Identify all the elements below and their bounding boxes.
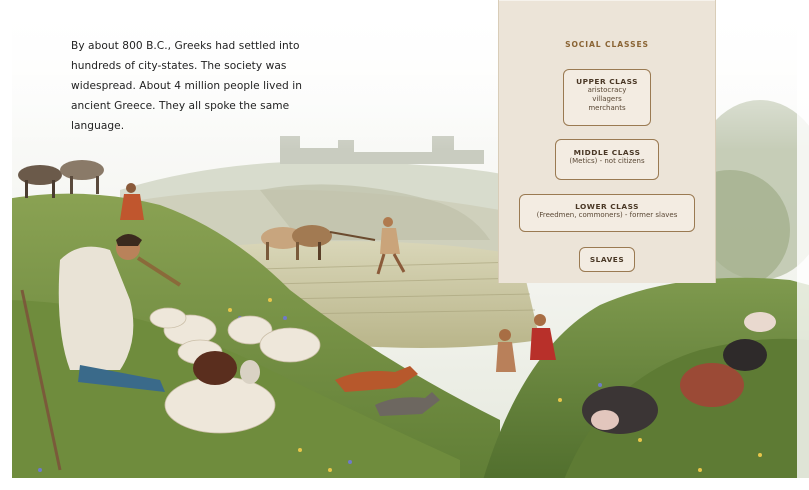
- upper-class-detail: merchants: [588, 104, 626, 112]
- slaves-box: [579, 247, 635, 272]
- intro-text: By about 800 B.C., Greeks had settled into hundreds of city-states. The society was widespread. About 4 million people lived in ancient Greece. They all spoke the same language.: [71, 40, 302, 132]
- social-classes-panel: [498, 0, 716, 283]
- lower-class-detail: (Freedmen, commoners) - former slaves: [536, 211, 678, 219]
- slaves-label: SLAVES: [589, 255, 625, 264]
- upper-class-detail: aristocracy: [587, 86, 627, 94]
- intro-paragraph: [71, 36, 336, 136]
- upper-class-detail: villagers: [592, 95, 622, 103]
- middle-class-label: MIDDLE CLASS: [573, 148, 641, 157]
- middle-class-box: [555, 139, 659, 180]
- lower-class-box: [519, 194, 695, 232]
- upper-class-label: UPPER CLASS: [576, 77, 638, 86]
- upper-class-box: [563, 69, 651, 126]
- panel-title: SOCIAL CLASSES: [565, 40, 649, 49]
- lower-class-label: LOWER CLASS: [575, 202, 639, 211]
- middle-class-detail: (Metics) - not citizens: [569, 157, 645, 165]
